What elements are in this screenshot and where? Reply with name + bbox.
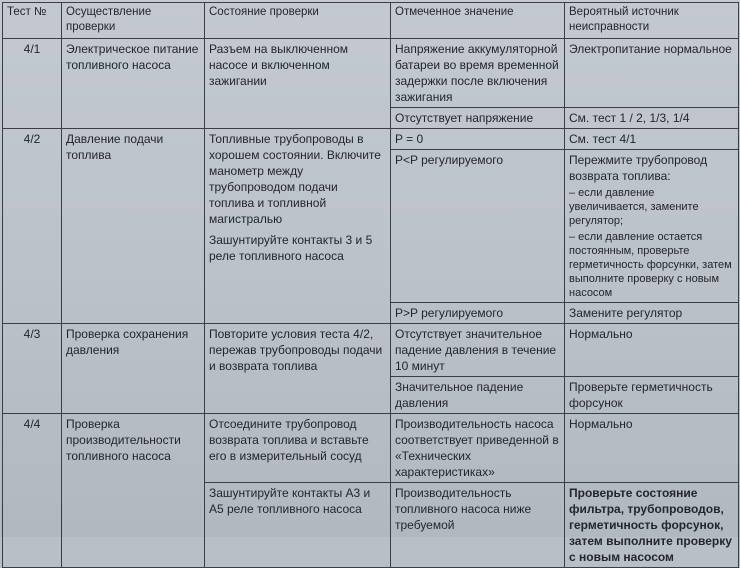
test-value: P>P регулируемого [391,303,565,324]
test-state-part: Топливные трубопроводы в хорошем состоянии. Включите манометр между трубопроводом подачи топлива и топливной магистралью [209,132,381,226]
header-procedure: Осуществление проверки [62,3,205,39]
test-value: Отсутствует значительное падение давления в течение 10 минут [391,324,565,377]
header-value: Отмеченное значение [391,3,565,39]
test-source [565,150,739,303]
test-state: Зашунтируйте контакты А3 и А5 реле топливного насоса [205,483,391,568]
test-source: Нормально [565,414,739,483]
test-value: Отсутствует напряжение [391,108,565,129]
test-state: Отсоедините трубопровод возврата топлива и вставьте его в измерительный сосуд [205,414,391,483]
test-procedure: Электрическое питание топливного насоса [62,39,205,129]
test-state-part: Зашунтируйте контакты 3 и 5 реле топливного насоса [209,233,373,263]
test-value: Напряжение аккумуляторной батареи во время временной задержки после включения зажигания [391,39,565,108]
header-source: Вероятный источник неисправности [565,3,739,39]
test-source-part: – если давление остается постоянным, проверьте герметичность форсунки, затем выполните проверку с новым насосом [569,231,732,299]
test-id: 4/4 [3,414,62,568]
test-source: См. тест 1 / 2, 1/3, 1/4 [565,108,739,129]
header-row [3,3,739,39]
test-id: 4/2 [3,129,62,324]
test-procedure: Проверка производительности топливного насоса [62,414,205,568]
test-id: 4/3 [3,324,62,414]
test-source: Нормально [565,324,739,377]
test-source-part: Пережмите трубопровод возврата топлива: [569,153,708,183]
test-value: Значительное падение давления [391,377,565,414]
test-source: Проверьте состояние фильтра, трубопроводов, герметичность форсунок, затем выполните проверку с новым насосом [565,483,739,568]
test-value: Производительность топливного насоса ниже требуемой [391,483,565,568]
header-test-no: Тест № [3,3,62,39]
table-row [3,39,739,108]
test-value: Производительность насоса соответствует приведенной в «Технических характеристиках» [391,414,565,483]
test-procedure: Проверка сохранения давления [62,324,205,414]
test-state: Повторите условия теста 4/2, пережав трубопроводы подачи и возврата топлива [205,324,391,414]
test-table [2,2,739,568]
table-row [3,414,739,483]
test-source-part: – если давление увеличивается, замените регулятор; [569,187,699,227]
test-state: Разъем на выключенном насосе и включенном зажигании [205,39,391,129]
test-value: P = 0 [391,129,565,150]
test-source: Электропитание нормальное [565,39,739,108]
test-source: См. тест 4/1 [565,129,739,150]
table-row [3,129,739,150]
test-procedure: Давление подачи топлива [62,129,205,324]
table-row [3,324,739,377]
header-state: Состояние проверки [205,3,391,39]
test-value: P<P регулируемого [391,150,565,303]
test-source: Замените регулятор [565,303,739,324]
test-source: Проверьте герметичность форсунок [565,377,739,414]
test-id: 4/1 [3,39,62,129]
test-state [205,129,391,324]
